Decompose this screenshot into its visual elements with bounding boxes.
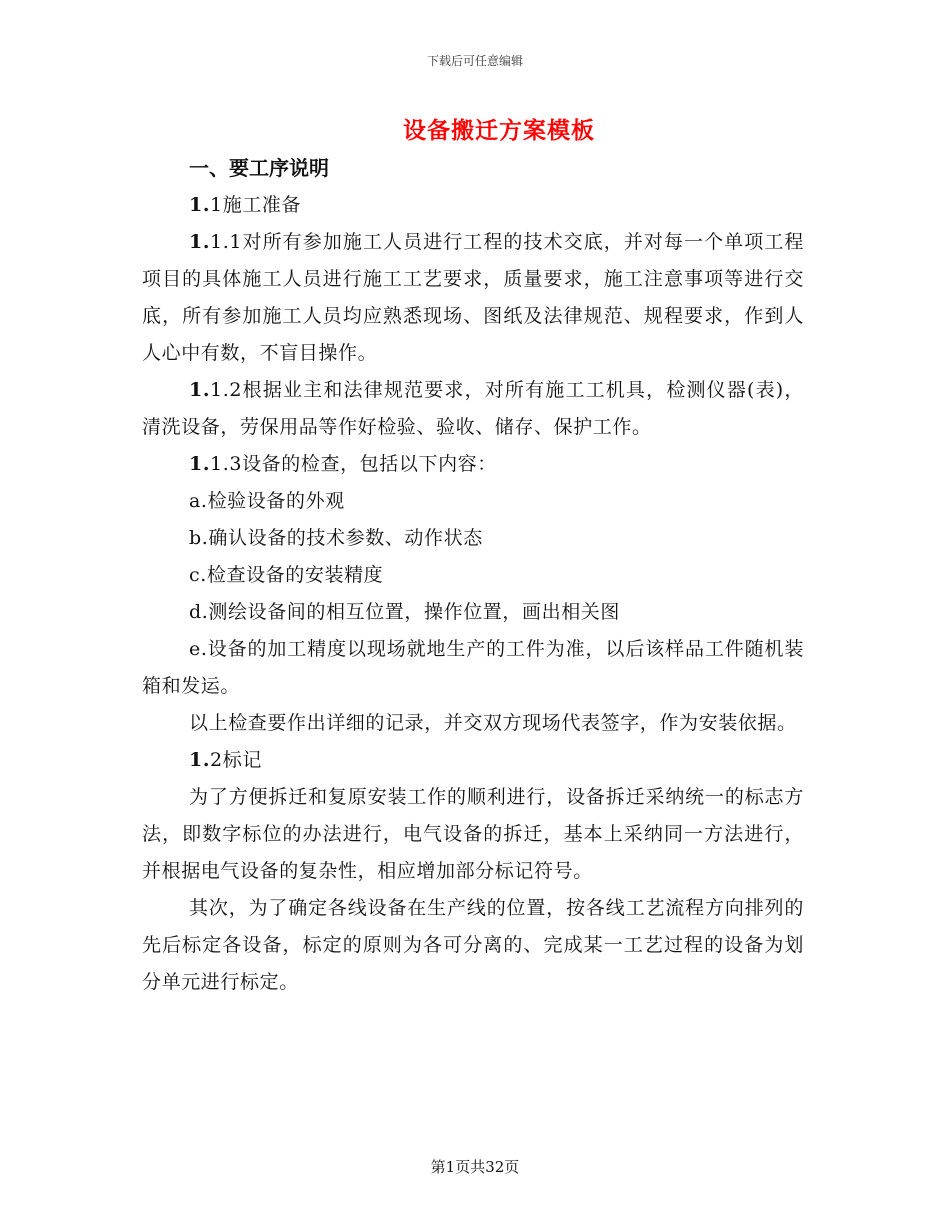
paragraph-number: 1. xyxy=(189,749,211,771)
paragraph-text: 2标记 xyxy=(210,749,262,771)
paragraph-text: 1.2根据业主和法律规范要求，对所有施工工机具，检测仪器(表)，清洗设备，劳保用品等作好检验、验收、储存、保护工作。 xyxy=(142,379,804,438)
paragraph-text: e.设备的加工精度以现场就地生产的工件为准，以后该样品工件随机装箱和发运。 xyxy=(142,638,804,697)
paragraph-1-1-2 xyxy=(142,372,804,446)
paragraph-text: c.检查设备的安装精度 xyxy=(189,564,384,586)
paragraph-inspection-note xyxy=(142,705,804,742)
paragraph-1-2 xyxy=(142,742,804,779)
paragraph-text: d.测绘设备间的相互位置，操作位置，画出相关图 xyxy=(189,601,621,623)
paragraph-text: 为了方便拆迁和复原安装工作的顺利进行，设备拆迁采纳统一的标志方法，即数字标位的办法进行，电气设备的拆迁，基本上采纳同一方法进行，并根据电气设备的复杂性，相应增加部分标记符号。 xyxy=(142,786,804,882)
paragraph-text: 1.1对所有参加施工人员进行工程的技术交底，并对每一个单项工程项目的具体施工人员进行施工工艺要求，质量要求，施工注意事项等进行交底，所有参加施工人员均应熟悉现场、图纸及法律规范、规程要求，作到人人心中有数，不盲目操作。 xyxy=(142,231,804,364)
document-body xyxy=(142,150,804,1001)
paragraph-text: a.检验设备的外观 xyxy=(189,490,345,512)
paragraph-text: 1施工准备 xyxy=(210,194,302,216)
page-number: 第1页共32页 xyxy=(430,1158,520,1176)
list-item-d xyxy=(142,594,804,631)
paragraph-number: 1. xyxy=(189,194,211,216)
list-item-c xyxy=(142,557,804,594)
document-title: 设备搬迁方案模板 xyxy=(403,117,595,144)
list-item-b xyxy=(142,520,804,557)
paragraph-marking-method xyxy=(142,779,804,890)
paragraph-text: b.确认设备的技术参数、动作状态 xyxy=(189,527,483,549)
paragraph-number: 1. xyxy=(189,379,211,401)
paragraph-text: 以上检查要作出详细的记录，并交双方现场代表签字，作为安装依据。 xyxy=(189,712,797,734)
header-note: 下载后可任意编辑 xyxy=(426,54,523,68)
paragraph-text: 1.3设备的检查，包括以下内容： xyxy=(210,453,497,475)
list-item-e xyxy=(142,631,804,705)
paragraph-number: 1. xyxy=(189,453,211,475)
paragraph-1-1 xyxy=(142,187,804,224)
paragraph-text: 其次，为了确定各线设备在生产线的位置，按各线工艺流程方向排列的先后标定各设备，标定的原则为各可分离的、完成某一工艺过程的设备为划分单元进行标定。 xyxy=(142,897,804,993)
paragraph-number: 1. xyxy=(189,231,211,253)
paragraph-1-1-1 xyxy=(142,224,804,372)
paragraph-marking-principle xyxy=(142,890,804,1001)
section-heading: 一、要工序说明 xyxy=(189,156,329,180)
paragraph-1-1-3 xyxy=(142,446,804,483)
list-item-a xyxy=(142,483,804,520)
